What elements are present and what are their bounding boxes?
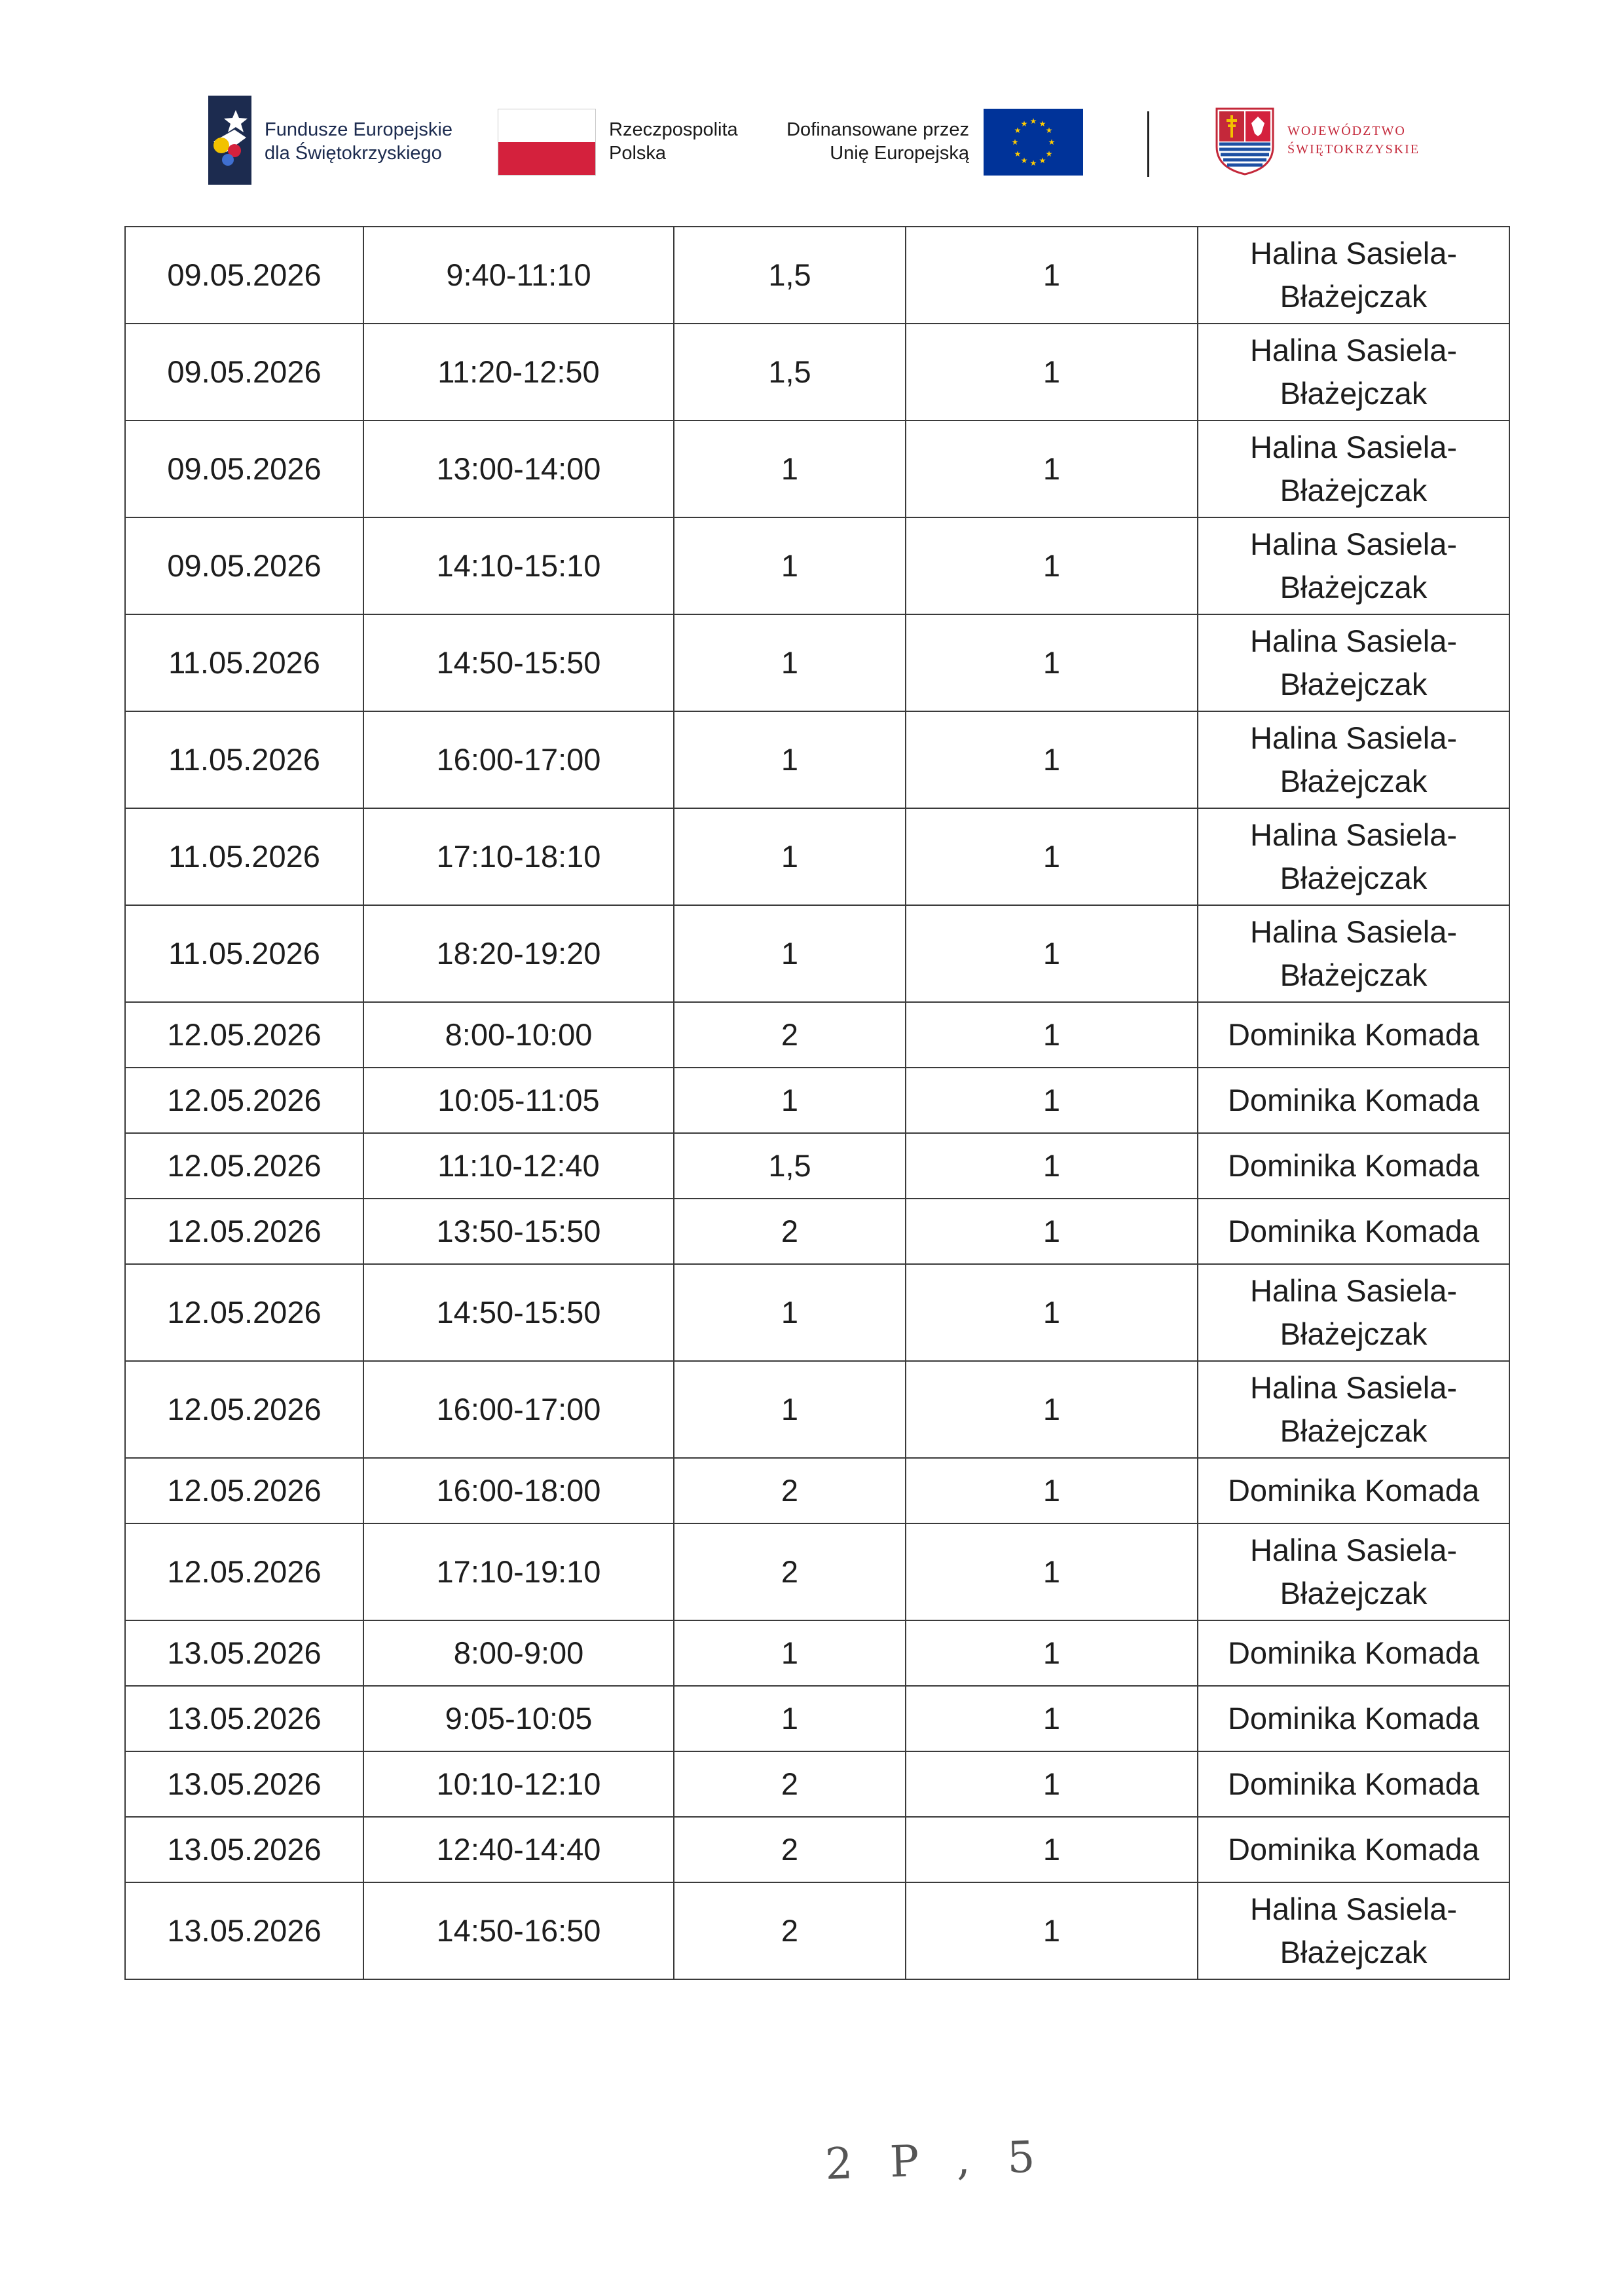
hours-cell: 1 bbox=[674, 420, 906, 517]
date-cell: 09.05.2026 bbox=[125, 517, 363, 614]
flag-red-stripe bbox=[498, 142, 595, 175]
hours-cell: 1 bbox=[674, 905, 906, 1002]
date-cell: 12.05.2026 bbox=[125, 1264, 363, 1361]
time-cell: 17:10-19:10 bbox=[363, 1523, 674, 1620]
date-cell: 12.05.2026 bbox=[125, 1068, 363, 1133]
time-cell: 16:00-17:00 bbox=[363, 711, 674, 808]
hours-cell: 1,5 bbox=[674, 227, 906, 324]
hours-cell: 1 bbox=[674, 1686, 906, 1751]
time-cell: 9:05-10:05 bbox=[363, 1686, 674, 1751]
eu-logo-text bbox=[773, 118, 969, 165]
logo-bar bbox=[0, 92, 1624, 196]
woj-line2: ŚWIĘTOKRZYSKIE bbox=[1287, 142, 1420, 157]
hours-cell: 1 bbox=[674, 1361, 906, 1458]
time-cell: 16:00-18:00 bbox=[363, 1458, 674, 1523]
table-row bbox=[125, 227, 1509, 324]
time-cell: 10:05-11:05 bbox=[363, 1068, 674, 1133]
rp-line2: Polska bbox=[609, 143, 667, 164]
eu-line2: Unię Europejską bbox=[830, 143, 969, 164]
eu-line1: Dofinansowane przez bbox=[786, 119, 969, 140]
count-cell: 1 bbox=[906, 1002, 1198, 1068]
trainer-name-line1: Dominika Komada bbox=[1227, 1701, 1479, 1736]
time-cell: 17:10-18:10 bbox=[363, 808, 674, 905]
hours-cell: 2 bbox=[674, 1817, 906, 1882]
count-cell: 1 bbox=[906, 1620, 1198, 1686]
date-cell: 12.05.2026 bbox=[125, 1199, 363, 1264]
time-cell: 11:20-12:50 bbox=[363, 324, 674, 420]
trainer-name-line1: Dominika Komada bbox=[1227, 1017, 1479, 1052]
trainer-name-line1: Halina Sasiela- bbox=[1249, 720, 1458, 755]
trainer-name-line2: Błażejczak bbox=[1280, 958, 1428, 992]
fe-logo-text bbox=[265, 118, 452, 165]
table-row bbox=[125, 420, 1509, 517]
trainer-cell bbox=[1198, 227, 1509, 324]
flag-white-stripe bbox=[498, 109, 595, 142]
svg-text:★: ★ bbox=[1014, 149, 1022, 159]
date-cell: 09.05.2026 bbox=[125, 227, 363, 324]
hours-cell: 2 bbox=[674, 1523, 906, 1620]
table-row bbox=[125, 1068, 1509, 1133]
time-cell: 14:50-15:50 bbox=[363, 1264, 674, 1361]
hours-cell: 1,5 bbox=[674, 324, 906, 420]
woj-logo-text bbox=[1287, 122, 1420, 159]
trainer-name-line1: Halina Sasiela- bbox=[1249, 1892, 1458, 1926]
trainer-name-line1: Halina Sasiela- bbox=[1249, 236, 1458, 271]
hours-cell: 2 bbox=[674, 1751, 906, 1817]
time-cell: 14:50-15:50 bbox=[363, 614, 674, 711]
trainer-cell bbox=[1198, 1361, 1509, 1458]
date-cell: 13.05.2026 bbox=[125, 1817, 363, 1882]
table-row bbox=[125, 1199, 1509, 1264]
table-row bbox=[125, 905, 1509, 1002]
woj-line1: WOJEWÓDZTWO bbox=[1287, 124, 1406, 138]
polish-flag-icon bbox=[498, 109, 596, 176]
hours-cell: 1 bbox=[674, 711, 906, 808]
count-cell: 1 bbox=[906, 808, 1198, 905]
hours-cell: 1 bbox=[674, 1620, 906, 1686]
trainer-cell bbox=[1198, 1068, 1509, 1133]
date-cell: 13.05.2026 bbox=[125, 1686, 363, 1751]
count-cell: 1 bbox=[906, 614, 1198, 711]
table-row bbox=[125, 1751, 1509, 1817]
count-cell: 1 bbox=[906, 1686, 1198, 1751]
table-row bbox=[125, 1620, 1509, 1686]
svg-text:★: ★ bbox=[1045, 126, 1053, 135]
svg-text:★: ★ bbox=[1020, 119, 1028, 128]
time-cell: 16:00-17:00 bbox=[363, 1361, 674, 1458]
hours-cell: 2 bbox=[674, 1002, 906, 1068]
trainer-cell bbox=[1198, 1620, 1509, 1686]
count-cell: 1 bbox=[906, 1068, 1198, 1133]
trainer-cell bbox=[1198, 1817, 1509, 1882]
svg-text:★: ★ bbox=[1029, 159, 1037, 168]
trainer-name-line1: Dominika Komada bbox=[1227, 1214, 1479, 1248]
date-cell: 09.05.2026 bbox=[125, 420, 363, 517]
trainer-name-line1: Halina Sasiela- bbox=[1249, 527, 1458, 561]
count-cell: 1 bbox=[906, 517, 1198, 614]
svg-text:★: ★ bbox=[1014, 126, 1022, 135]
table-row bbox=[125, 1458, 1509, 1523]
date-cell: 12.05.2026 bbox=[125, 1361, 363, 1458]
time-cell: 13:50-15:50 bbox=[363, 1199, 674, 1264]
table-row bbox=[125, 711, 1509, 808]
trainer-name-line1: Halina Sasiela- bbox=[1249, 624, 1458, 658]
svg-text:★: ★ bbox=[1039, 119, 1046, 128]
trainer-name-line2: Błażejczak bbox=[1280, 667, 1428, 701]
time-cell: 9:40-11:10 bbox=[363, 227, 674, 324]
schedule-table bbox=[124, 226, 1510, 1980]
time-cell: 8:00-9:00 bbox=[363, 1620, 674, 1686]
trainer-cell bbox=[1198, 614, 1509, 711]
count-cell: 1 bbox=[906, 1751, 1198, 1817]
trainer-name-line1: Halina Sasiela- bbox=[1249, 1533, 1458, 1567]
trainer-name-line1: Dominika Komada bbox=[1227, 1832, 1479, 1867]
trainer-name-line1: Dominika Komada bbox=[1227, 1148, 1479, 1183]
time-cell: 11:10-12:40 bbox=[363, 1133, 674, 1199]
count-cell: 1 bbox=[906, 1133, 1198, 1199]
trainer-name-line1: Halina Sasiela- bbox=[1249, 914, 1458, 949]
date-cell: 11.05.2026 bbox=[125, 905, 363, 1002]
time-cell: 13:00-14:00 bbox=[363, 420, 674, 517]
date-cell: 12.05.2026 bbox=[125, 1133, 363, 1199]
trainer-cell bbox=[1198, 420, 1509, 517]
trainer-name-line1: Halina Sasiela- bbox=[1249, 817, 1458, 852]
handwritten-note: 2 P , 5 bbox=[824, 2131, 1048, 2190]
svg-text:★: ★ bbox=[1011, 138, 1019, 147]
time-cell: 8:00-10:00 bbox=[363, 1002, 674, 1068]
hours-cell: 1 bbox=[674, 1264, 906, 1361]
count-cell: 1 bbox=[906, 1264, 1198, 1361]
trainer-name-line2: Błażejczak bbox=[1280, 861, 1428, 895]
trainer-cell bbox=[1198, 1523, 1509, 1620]
trainer-name-line1: Dominika Komada bbox=[1227, 1473, 1479, 1508]
svg-text:★: ★ bbox=[1048, 138, 1056, 147]
date-cell: 13.05.2026 bbox=[125, 1751, 363, 1817]
time-cell: 14:50-16:50 bbox=[363, 1882, 674, 1979]
swietokrzyskie-crest-icon bbox=[1215, 107, 1274, 176]
table-row bbox=[125, 324, 1509, 420]
hours-cell: 1 bbox=[674, 614, 906, 711]
count-cell: 1 bbox=[906, 1817, 1198, 1882]
hours-cell: 2 bbox=[674, 1199, 906, 1264]
table-row bbox=[125, 1002, 1509, 1068]
trainer-cell bbox=[1198, 808, 1509, 905]
trainer-cell bbox=[1198, 1751, 1509, 1817]
hours-cell: 1 bbox=[674, 808, 906, 905]
logo-divider bbox=[1147, 111, 1149, 177]
count-cell: 1 bbox=[906, 711, 1198, 808]
date-cell: 12.05.2026 bbox=[125, 1002, 363, 1068]
table-row bbox=[125, 1882, 1509, 1979]
trainer-cell bbox=[1198, 1686, 1509, 1751]
fe-line2: dla Świętokrzyskiego bbox=[265, 143, 442, 164]
time-cell: 14:10-15:10 bbox=[363, 517, 674, 614]
time-cell: 10:10-12:10 bbox=[363, 1751, 674, 1817]
date-cell: 11.05.2026 bbox=[125, 711, 363, 808]
trainer-name-line1: Halina Sasiela- bbox=[1249, 1370, 1458, 1405]
trainer-name-line1: Dominika Komada bbox=[1227, 1766, 1479, 1801]
table-row bbox=[125, 614, 1509, 711]
trainer-name-line2: Błażejczak bbox=[1280, 1935, 1428, 1969]
hours-cell: 2 bbox=[674, 1882, 906, 1979]
hours-cell: 1 bbox=[674, 517, 906, 614]
table-row bbox=[125, 1264, 1509, 1361]
table-row bbox=[125, 1686, 1509, 1751]
trainer-cell bbox=[1198, 324, 1509, 420]
trainer-cell bbox=[1198, 1264, 1509, 1361]
hours-cell: 2 bbox=[674, 1458, 906, 1523]
count-cell: 1 bbox=[906, 324, 1198, 420]
count-cell: 1 bbox=[906, 227, 1198, 324]
time-cell: 18:20-19:20 bbox=[363, 905, 674, 1002]
hours-cell: 1 bbox=[674, 1068, 906, 1133]
date-cell: 12.05.2026 bbox=[125, 1523, 363, 1620]
svg-text:★: ★ bbox=[1039, 156, 1046, 165]
date-cell: 12.05.2026 bbox=[125, 1458, 363, 1523]
trainer-cell bbox=[1198, 1882, 1509, 1979]
trainer-cell bbox=[1198, 1133, 1509, 1199]
count-cell: 1 bbox=[906, 905, 1198, 1002]
trainer-cell bbox=[1198, 1458, 1509, 1523]
trainer-name-line1: Dominika Komada bbox=[1227, 1635, 1479, 1670]
trainer-name-line1: Halina Sasiela- bbox=[1249, 333, 1458, 367]
fe-line1: Fundusze Europejskie bbox=[265, 119, 452, 140]
date-cell: 11.05.2026 bbox=[125, 808, 363, 905]
trainer-name-line2: Błażejczak bbox=[1280, 473, 1428, 508]
trainer-name-line1: Halina Sasiela- bbox=[1249, 430, 1458, 464]
trainer-cell bbox=[1198, 1199, 1509, 1264]
table-row bbox=[125, 1817, 1509, 1882]
trainer-name-line2: Błażejczak bbox=[1280, 1316, 1428, 1351]
schedule-body bbox=[125, 227, 1509, 1979]
trainer-cell bbox=[1198, 517, 1509, 614]
time-cell: 12:40-14:40 bbox=[363, 1817, 674, 1882]
trainer-name-line2: Błażejczak bbox=[1280, 1413, 1428, 1448]
count-cell: 1 bbox=[906, 1361, 1198, 1458]
hours-cell: 1,5 bbox=[674, 1133, 906, 1199]
trainer-name-line1: Dominika Komada bbox=[1227, 1083, 1479, 1117]
trainer-name-line2: Błażejczak bbox=[1280, 376, 1428, 411]
trainer-name-line2: Błażejczak bbox=[1280, 570, 1428, 605]
trainer-cell bbox=[1198, 905, 1509, 1002]
count-cell: 1 bbox=[906, 1199, 1198, 1264]
svg-text:★: ★ bbox=[1020, 156, 1028, 165]
table-row bbox=[125, 1523, 1509, 1620]
date-cell: 13.05.2026 bbox=[125, 1882, 363, 1979]
date-cell: 11.05.2026 bbox=[125, 614, 363, 711]
trainer-name-line1: Halina Sasiela- bbox=[1249, 1273, 1458, 1308]
rp-logo-text bbox=[609, 118, 738, 165]
rp-line1: Rzeczpospolita bbox=[609, 119, 738, 140]
svg-text:★: ★ bbox=[1029, 117, 1037, 126]
table-row bbox=[125, 1361, 1509, 1458]
eu-flag-icon bbox=[984, 109, 1083, 176]
trainer-name-line2: Błażejczak bbox=[1280, 764, 1428, 798]
svg-text:★: ★ bbox=[1045, 149, 1053, 159]
fundusze-europejskie-logo-icon bbox=[208, 96, 251, 185]
trainer-cell bbox=[1198, 711, 1509, 808]
table-row bbox=[125, 1133, 1509, 1199]
trainer-name-line2: Błażejczak bbox=[1280, 279, 1428, 314]
date-cell: 09.05.2026 bbox=[125, 324, 363, 420]
trainer-cell bbox=[1198, 1002, 1509, 1068]
count-cell: 1 bbox=[906, 1882, 1198, 1979]
count-cell: 1 bbox=[906, 1458, 1198, 1523]
date-cell: 13.05.2026 bbox=[125, 1620, 363, 1686]
table-row bbox=[125, 517, 1509, 614]
count-cell: 1 bbox=[906, 420, 1198, 517]
table-row bbox=[125, 808, 1509, 905]
count-cell: 1 bbox=[906, 1523, 1198, 1620]
trainer-name-line2: Błażejczak bbox=[1280, 1576, 1428, 1611]
